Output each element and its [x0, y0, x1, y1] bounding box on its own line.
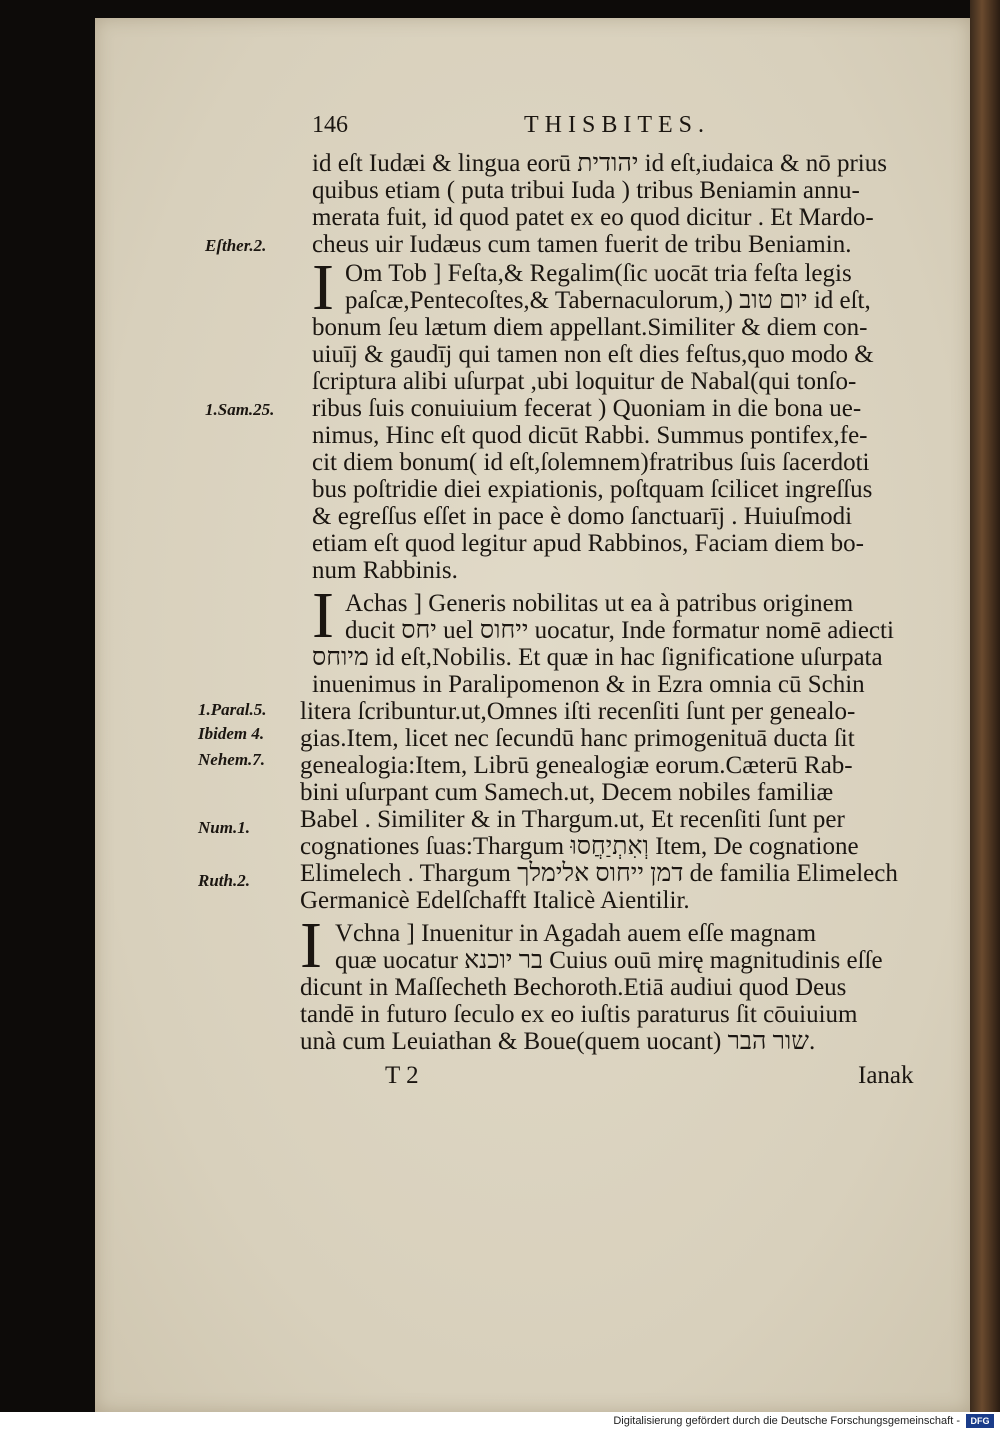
drop-initial: I — [312, 251, 334, 324]
text-line: מיוחס id eſt,Nobilis. Et quæ in hac ſignificatione uſurpata — [312, 644, 883, 671]
text-line: gias.Item, licet nec ſecundū hanc primogenituā ducta ſit — [300, 725, 855, 752]
text-line: bonum ſeu lætum diem appellant.Similiter & diem con- — [312, 314, 868, 341]
drop-initial: I — [300, 909, 322, 982]
text-line: tandē in futuro ſeculo ex eo iuſtis paraturus ſit cōuiuium — [300, 1001, 858, 1028]
text-line: ribus ſuis conuiuium fecerat ) Quoniam in die bona ue- — [312, 395, 862, 422]
text-line: Achas ] Generis nobilitas ut ea à patribus originem — [345, 590, 854, 617]
text-line: Om Tob ] Feſta,& Regalim(ſic uocāt tria feſta legis — [345, 260, 852, 287]
text-line: bus poſtridie diei expiationis, poſtquam ſcilicet ingreſſus — [312, 476, 873, 503]
credit-text: Digitalisierung gefördert durch die Deutsche Forschungsgemeinschaft - — [613, 1415, 960, 1427]
text-line: Elimelech . Thargum דמן ייחוס אלימלך de familia Elimelech — [300, 860, 898, 887]
text-line: genealogia:Item, Librū genealogiæ eorum.Cæterū Rab- — [300, 752, 853, 779]
text-line: id eſt Iudæi & lingua eorū יהודית id eſt,iudaica & nō prius — [312, 150, 887, 177]
text-line: quæ uocatur בר יוכנא Cuius ouū mirę magnitudinis eſſe — [335, 947, 883, 974]
text-line: quibus etiam ( puta tribui Iuda ) tribus Beniamin annu- — [312, 177, 860, 204]
text-line: Germanicè Edelſchafft Italicè Aientilir. — [300, 887, 690, 914]
text-line: cheus uir Iudæus cum tamen fuerit de tribu Beniamin. — [312, 231, 852, 258]
text-line: litera ſcribuntur.ut,Omnes iſti recenſiti ſunt per genealo- — [300, 698, 856, 725]
text-line: Babel . Similiter & in Thargum.ut, Et recenſiti ſunt per — [300, 806, 845, 833]
page-number: 146 — [312, 112, 348, 138]
margin-note: Ibidem 4. — [198, 724, 265, 743]
text-line: ſcriptura alibi uſurpat ,ubi loquitur de Nabal(qui tonſo- — [312, 368, 857, 395]
margin-note: 1.Sam.25. — [205, 400, 275, 419]
text-line: nimus, Hinc eſt quod dicūt Rabbi. Summus pontifex,fe- — [312, 422, 868, 449]
text-line: etiam eſt quod legitur apud Rabbinos, Faciam diem bo- — [312, 530, 864, 557]
margin-note: 1.Paral.5. — [198, 700, 267, 719]
text-line: unà cum Leuiathan & Boue(quem uocant) שור הבר. — [300, 1028, 816, 1055]
text-line: uiuīj & gaudīj qui tamen non eſt dies feſtus,quo modo & — [312, 341, 874, 368]
margin-note: Nehem.7. — [198, 750, 266, 769]
text-line: merata fuit, id quod patet ex eo quod dicitur . Et Mardo- — [312, 204, 874, 231]
catchword: Ianak — [858, 1062, 914, 1089]
text-line: cognationes ſuas:Thargum וְאִתְיַחֲסוּ Item, De cognatione — [300, 833, 859, 860]
text-line: dicunt in Maſſecheth Bechoroth.Etiā audiui quod Deus — [300, 974, 847, 1001]
margin-note: Ruth.2. — [198, 871, 250, 890]
dfg-logo: DFG — [966, 1414, 994, 1428]
text-line: paſcæ,Pentecoſtes,& Tabernaculorum,) יום טוב id eſt, — [345, 287, 871, 314]
page-header — [312, 112, 912, 148]
text-line: & egreſſus eſſet in pace è domo ſanctuarīj . Huiuſmodi — [312, 503, 853, 530]
text-line: bini uſurpant cum Samech.ut, Decem nobiles familiæ — [300, 779, 834, 806]
credit-bar — [0, 1412, 1000, 1432]
text-line: Vchna ] Inuenitur in Agadah auem eſſe magnam — [335, 920, 817, 947]
text-line: ducit יחס uel ייחוס uocatur, Inde formatur nomē adiecti — [345, 617, 894, 644]
text-line: num Rabbinis. — [312, 557, 458, 584]
margin-note: Eſther.2. — [205, 236, 267, 255]
book-spine — [970, 0, 1000, 1412]
text-line: cit diem bonum( id eſt,ſolemnem)fratribus ſuis ſacerdoti — [312, 449, 870, 476]
running-title: THISBITES. — [524, 112, 710, 138]
drop-initial: I — [312, 579, 334, 652]
signature-mark: T 2 — [385, 1062, 419, 1089]
margin-note: Num.1. — [198, 818, 250, 837]
text-line: inuenimus in Paralipomenon & in Ezra omnia cū Schin — [312, 671, 865, 698]
